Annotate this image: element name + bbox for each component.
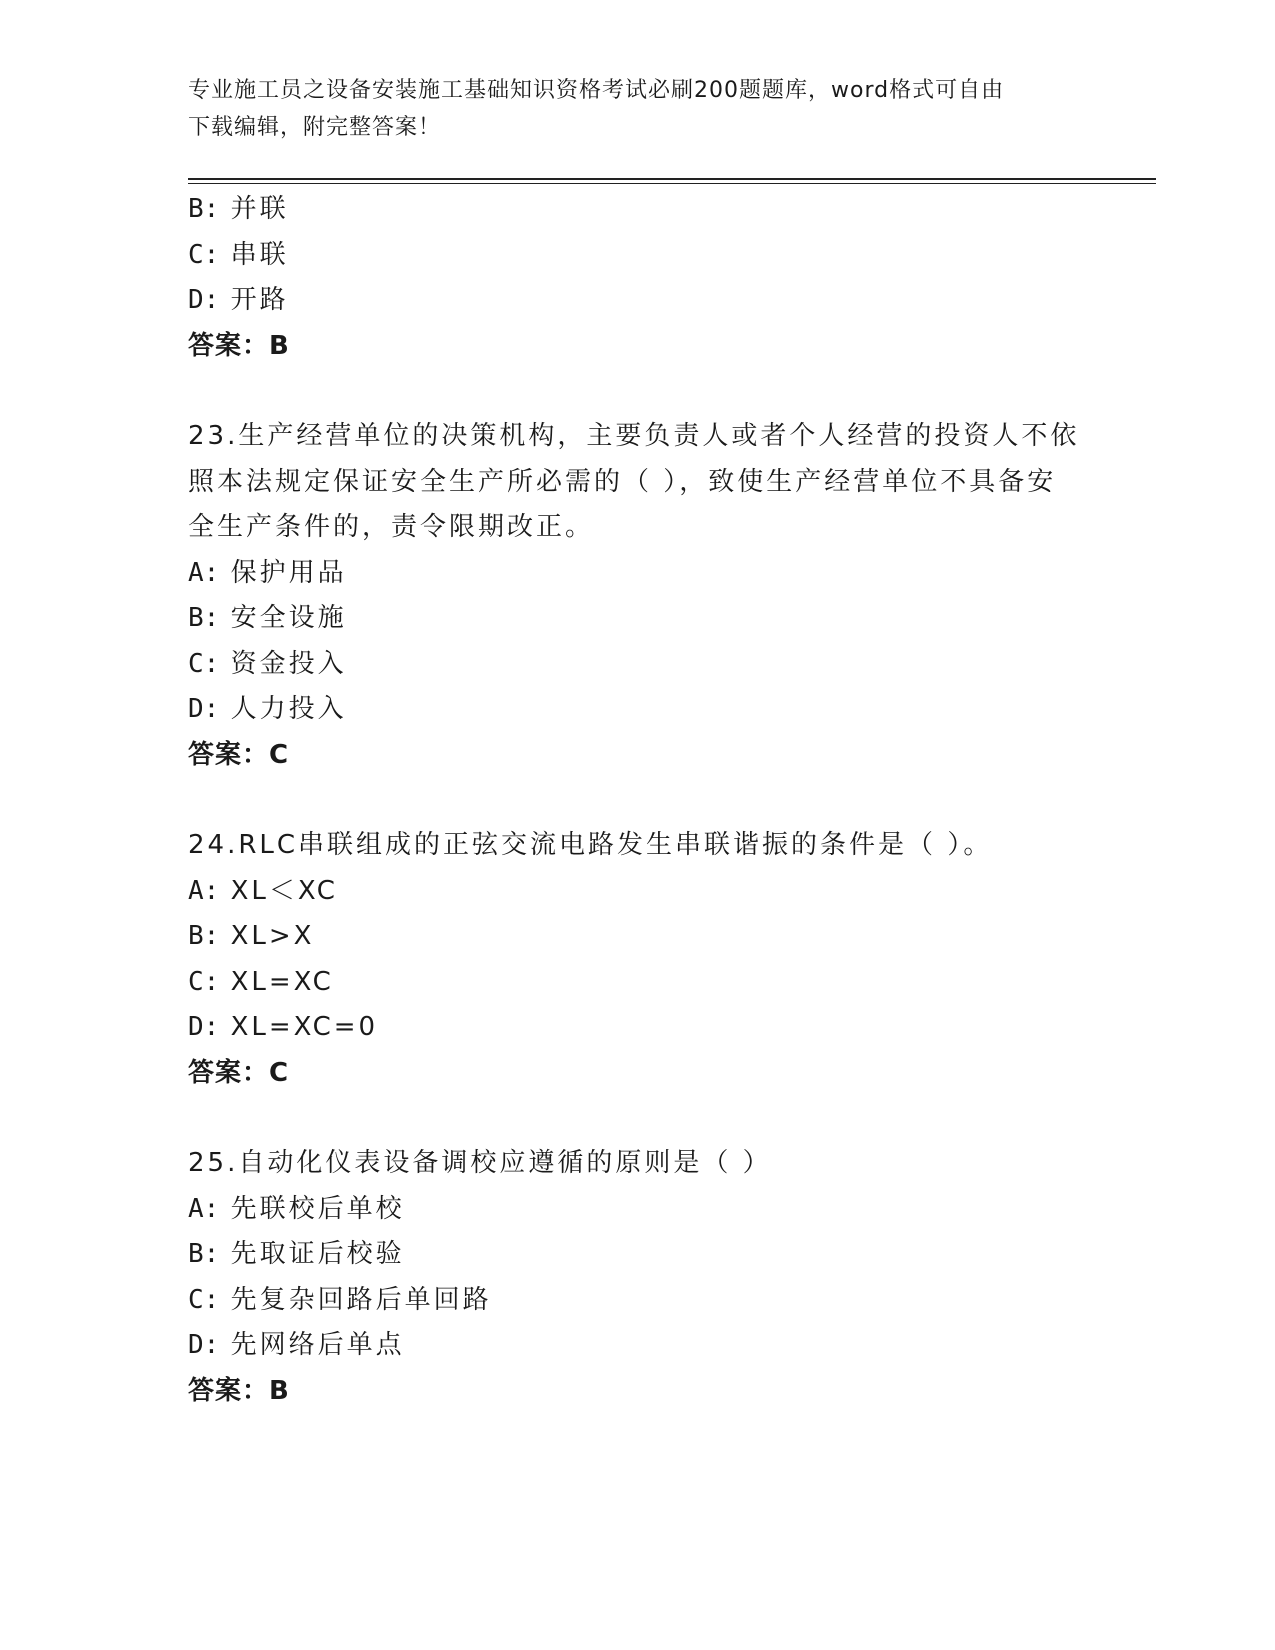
header-line-2: 下载编辑，附完整答案！ xyxy=(188,115,442,140)
answer-line: 答案：B xyxy=(188,330,290,361)
option-label: B: xyxy=(188,194,220,224)
option-text: XL=XC xyxy=(230,966,334,997)
option-d xyxy=(188,687,1088,733)
option-a xyxy=(188,1187,1088,1233)
option-c xyxy=(188,1278,1088,1324)
option-label: D: xyxy=(188,1012,220,1042)
question-text-line: 24.RLC串联组成的正弦交流电路发生串联谐振的条件是（ ）。 xyxy=(188,830,993,860)
option-text: 安全设施 xyxy=(230,603,347,633)
option-b xyxy=(188,187,1088,233)
option-label: C: xyxy=(188,648,220,679)
option-text: 资金投入 xyxy=(230,648,347,679)
option-text: 先联校后单校 xyxy=(230,1193,405,1224)
option-label: A: xyxy=(188,557,220,588)
option-label: A: xyxy=(188,1193,220,1224)
option-text: 串联 xyxy=(230,239,289,270)
option-b xyxy=(188,596,1088,642)
option-label: B: xyxy=(188,921,220,951)
question-25 xyxy=(188,1141,1088,1414)
answer-line: 答案：C xyxy=(188,1057,290,1088)
option-c xyxy=(188,642,1088,688)
question-text-line: 全生产条件的，责令限期改正。 xyxy=(188,512,595,542)
option-text: XL>X xyxy=(230,921,315,951)
question-23 xyxy=(188,414,1088,778)
question-text-line: 照本法规定保证安全生产所必需的（ ），致使生产经营单位不具备安 xyxy=(188,466,1057,497)
option-text: XL＜XC xyxy=(230,875,338,906)
answer-line: 答案：B xyxy=(188,1375,290,1406)
option-b xyxy=(188,1232,1088,1278)
option-text: 先取证后校验 xyxy=(230,1239,405,1269)
option-label: B: xyxy=(188,603,220,633)
option-d xyxy=(188,278,1088,324)
option-label: D: xyxy=(188,694,220,724)
option-d xyxy=(188,1323,1088,1369)
option-label: A: xyxy=(188,875,220,906)
option-text: 保护用品 xyxy=(230,557,347,588)
option-a xyxy=(188,551,1088,597)
option-text: 并联 xyxy=(230,194,289,224)
option-label: C: xyxy=(188,966,220,997)
carryover-block xyxy=(188,187,1088,369)
option-label: B: xyxy=(188,1239,220,1269)
question-text-line: 23.生产经营单位的决策机构，主要负责人或者个人经营的投资人不依 xyxy=(188,421,1080,451)
option-text: 开路 xyxy=(230,285,289,315)
option-text: 先复杂回路后单回路 xyxy=(230,1284,492,1315)
option-label: D: xyxy=(188,285,220,315)
document-header xyxy=(188,72,1088,146)
option-label: C: xyxy=(188,239,220,270)
question-content xyxy=(188,187,1088,1414)
option-text: 先网络后单点 xyxy=(230,1330,405,1360)
header-line-1: 专业施工员之设备安装施工基础知识资格考试必刷200题题库，word格式可自由 xyxy=(188,78,1005,103)
header-rule-thick xyxy=(188,178,1156,180)
option-label: D: xyxy=(188,1330,220,1360)
question-text-line: 25.自动化仪表设备调校应遵循的原则是（ ） xyxy=(188,1148,772,1178)
option-b xyxy=(188,914,1088,960)
answer-line: 答案：C xyxy=(188,739,290,770)
option-text: XL=XC=0 xyxy=(230,1012,379,1042)
option-c xyxy=(188,960,1088,1006)
option-text: 人力投入 xyxy=(230,694,347,724)
option-a xyxy=(188,869,1088,915)
header-rule-thin xyxy=(188,183,1156,184)
option-label: C: xyxy=(188,1284,220,1315)
option-c xyxy=(188,233,1088,279)
question-24 xyxy=(188,823,1088,1096)
option-d xyxy=(188,1005,1088,1051)
